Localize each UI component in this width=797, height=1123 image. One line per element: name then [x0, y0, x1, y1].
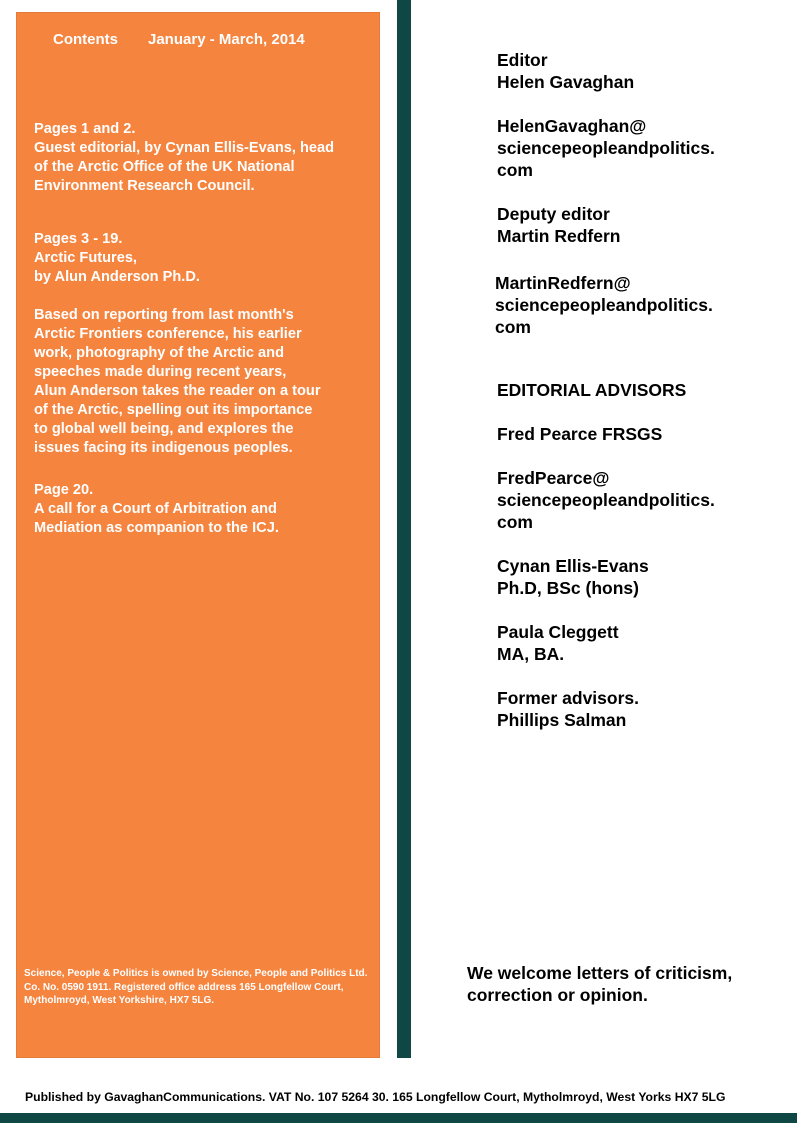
former-advisors: Former advisors. Phillips Salman: [497, 688, 639, 730]
toc-item-guest-editorial: Pages 1 and 2. Guest editorial, by Cynan Ellis-Evans, head of the Arctic Office of the UK National Environment Research Council.: [34, 121, 335, 194]
contents-header: [53, 31, 305, 48]
contents-panel: [16, 12, 380, 1058]
toc-item-arctic-futures-description: Based on reporting from last month's Arctic Frontiers conference, his earlier work, photography of the Arctic and speeches made during recent years, Alun Anderson takes the reader on a tour of the Arctic, spelling out its importance to global well being, and explores the issues facing its indigenous peoples.: [34, 307, 321, 456]
issue-date: January - March, 2014: [148, 31, 305, 48]
editor-credit: Editor Helen Gavaghan: [497, 50, 635, 92]
toc-item-court-of-arbitration: Page 20. A call for a Court of Arbitration and Mediation as companion to the ICJ.: [34, 482, 279, 536]
deputy-editor-email: MartinRedfern@ sciencepeopleandpolitics. com: [495, 273, 713, 337]
bottom-bar: [0, 1113, 797, 1123]
toc-item-arctic-futures: Pages 3 - 19. Arctic Futures, by Alun Anderson Ph.D.: [34, 231, 200, 285]
advisor-fred-pearce: Fred Pearce FRSGS: [497, 424, 663, 444]
ownership-note: Science, People & Politics is owned by Science, People and Politics Ltd. Co. No. 0590 1911. Registered office address 165 Longfellow Court, Mytholmroyd, West Yorkshire, HX7 5LG.: [24, 968, 368, 1006]
advisor-fred-pearce-email: FredPearce@ sciencepeopleandpolitics. com: [497, 468, 715, 532]
publisher-footer: Published by GavaghanCommunications. VAT No. 107 5264 30. 165 Longfellow Court, Mytholmroyd, West Yorks HX7 5LG: [25, 1090, 726, 1104]
editorial-advisors-heading: EDITORIAL ADVISORS: [497, 380, 687, 400]
advisor-cynan-ellis-evans: Cynan Ellis-Evans Ph.D, BSc (hons): [497, 556, 649, 598]
letters-invitation: We welcome letters of criticism, correction or opinion.: [467, 963, 733, 1005]
contents-title: Contents: [53, 31, 118, 48]
vertical-divider: [397, 0, 411, 1058]
editor-email: HelenGavaghan@ sciencepeopleandpolitics. com: [497, 116, 715, 180]
advisor-paula-cleggett: Paula Cleggett MA, BA.: [497, 622, 619, 664]
deputy-editor-credit: Deputy editor Martin Redfern: [497, 204, 621, 246]
